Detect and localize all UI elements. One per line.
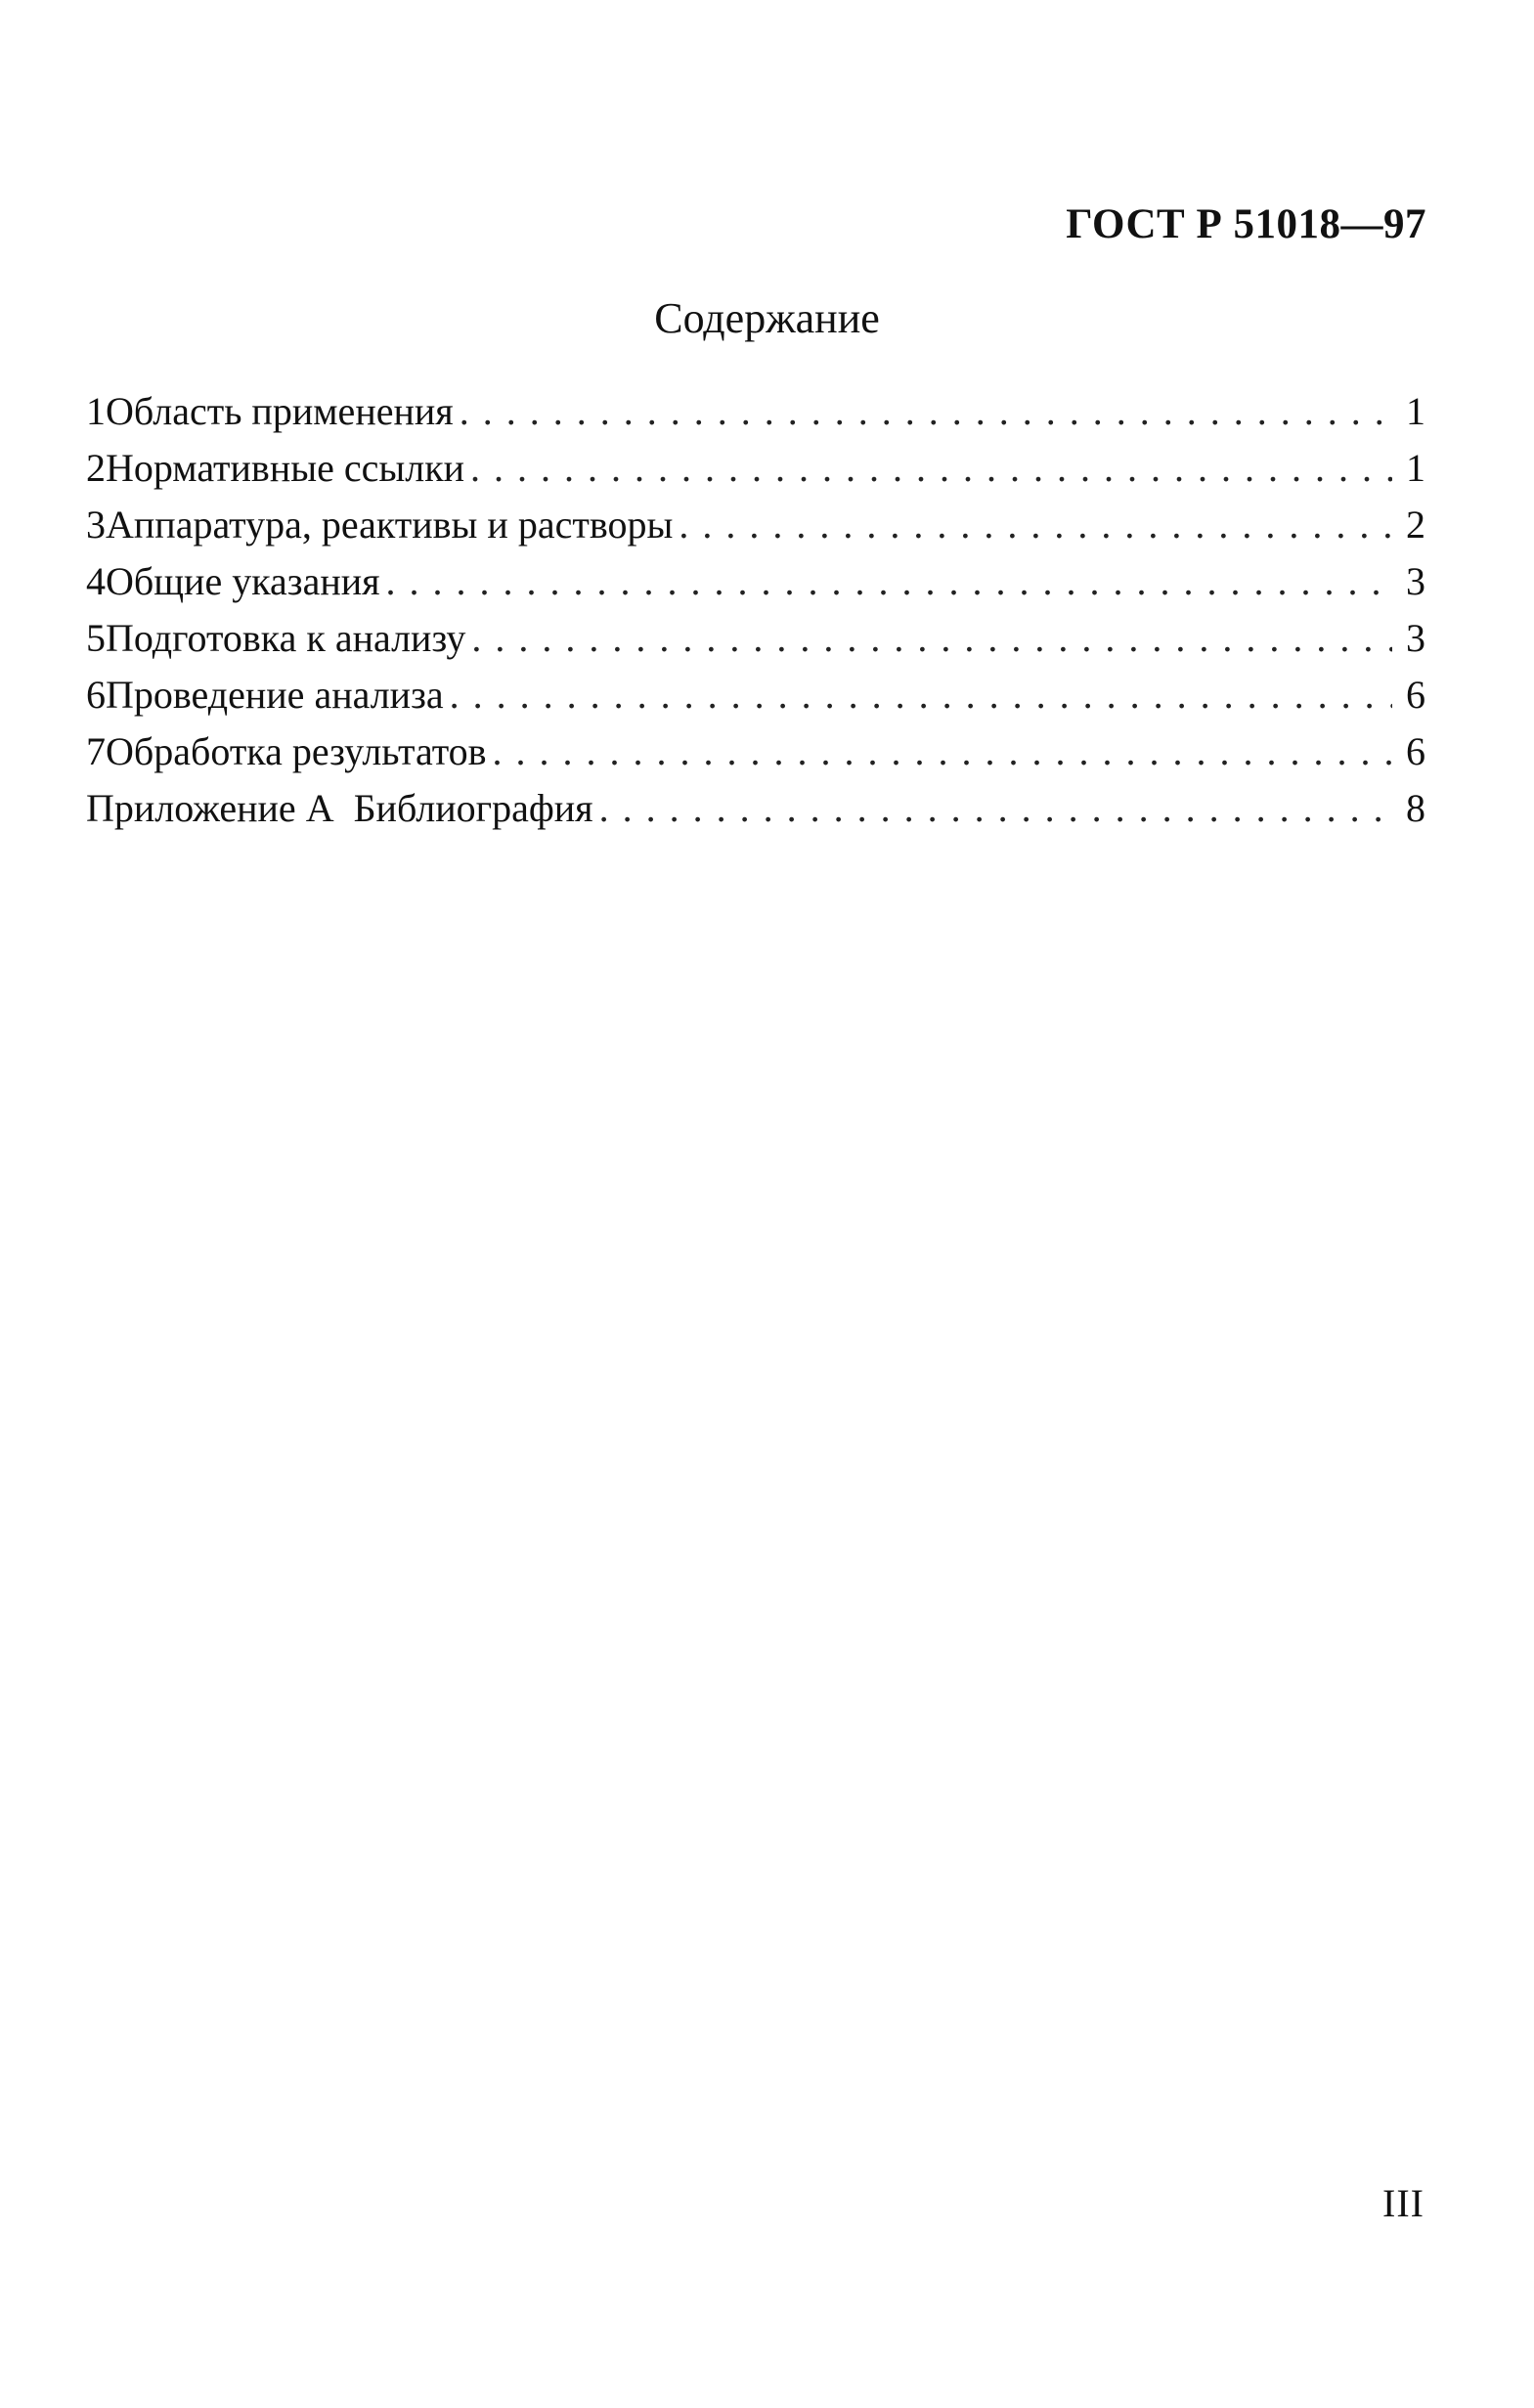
toc-entry-appendix[interactable] — [86, 780, 1425, 837]
toc-entry-page: 2 — [1406, 503, 1425, 547]
toc-entry-label: Аппаратура, реактивы и растворы — [106, 503, 674, 547]
toc-entry[interactable] — [86, 610, 1425, 667]
toc-entry[interactable] — [86, 497, 1425, 553]
toc-leader-dots — [471, 610, 1392, 667]
toc-title-text: Содержание — [654, 294, 880, 342]
toc-entry-number: 2 — [86, 446, 106, 490]
toc-entry[interactable] — [86, 667, 1425, 723]
document-code: ГОСТ Р 51018—97 — [1066, 201, 1426, 247]
toc-leader-dots — [470, 440, 1392, 497]
toc-entry[interactable] — [86, 383, 1425, 440]
toc-entry-label: Приложение А Библиография — [86, 786, 593, 830]
toc-entry[interactable] — [86, 440, 1425, 497]
toc-entry-label: Общие указания — [106, 559, 380, 603]
toc-entry-number: 3 — [86, 503, 106, 547]
toc-leader-dots — [450, 667, 1392, 723]
toc-entry-label: Область применения — [106, 389, 454, 433]
toc-entry-label: Нормативные ссылки — [106, 446, 465, 490]
toc-title — [0, 293, 1534, 343]
toc-entry-label: Проведение анализа — [106, 673, 444, 717]
toc-entry[interactable] — [86, 553, 1425, 610]
toc-entry-page: 6 — [1406, 729, 1425, 773]
toc-entry[interactable] — [86, 723, 1425, 780]
toc-leader-dots — [386, 553, 1392, 610]
toc-entry-page: 3 — [1406, 559, 1425, 603]
toc-entry-number: 6 — [86, 673, 106, 717]
toc-leader-dots — [460, 383, 1392, 440]
toc-leader-dots — [679, 497, 1392, 553]
page-number: III — [1382, 2181, 1424, 2225]
toc-entry-page: 6 — [1406, 673, 1425, 717]
toc-entry-label: Подготовка к анализу — [106, 616, 466, 660]
toc-entry-number: 7 — [86, 729, 106, 773]
toc-leader-dots — [493, 723, 1392, 780]
toc-entry-number: 5 — [86, 616, 106, 660]
toc-leader-dots — [599, 780, 1392, 837]
toc-entry-number: 4 — [86, 559, 106, 603]
table-of-contents — [86, 383, 1425, 837]
toc-entry-label: Обработка результатов — [106, 729, 487, 773]
toc-entry-number: 1 — [86, 389, 106, 433]
toc-entry-page: 1 — [1406, 389, 1425, 433]
toc-entry-page: 8 — [1406, 786, 1425, 830]
toc-entry-page: 1 — [1406, 446, 1425, 490]
toc-entry-page: 3 — [1406, 616, 1425, 660]
